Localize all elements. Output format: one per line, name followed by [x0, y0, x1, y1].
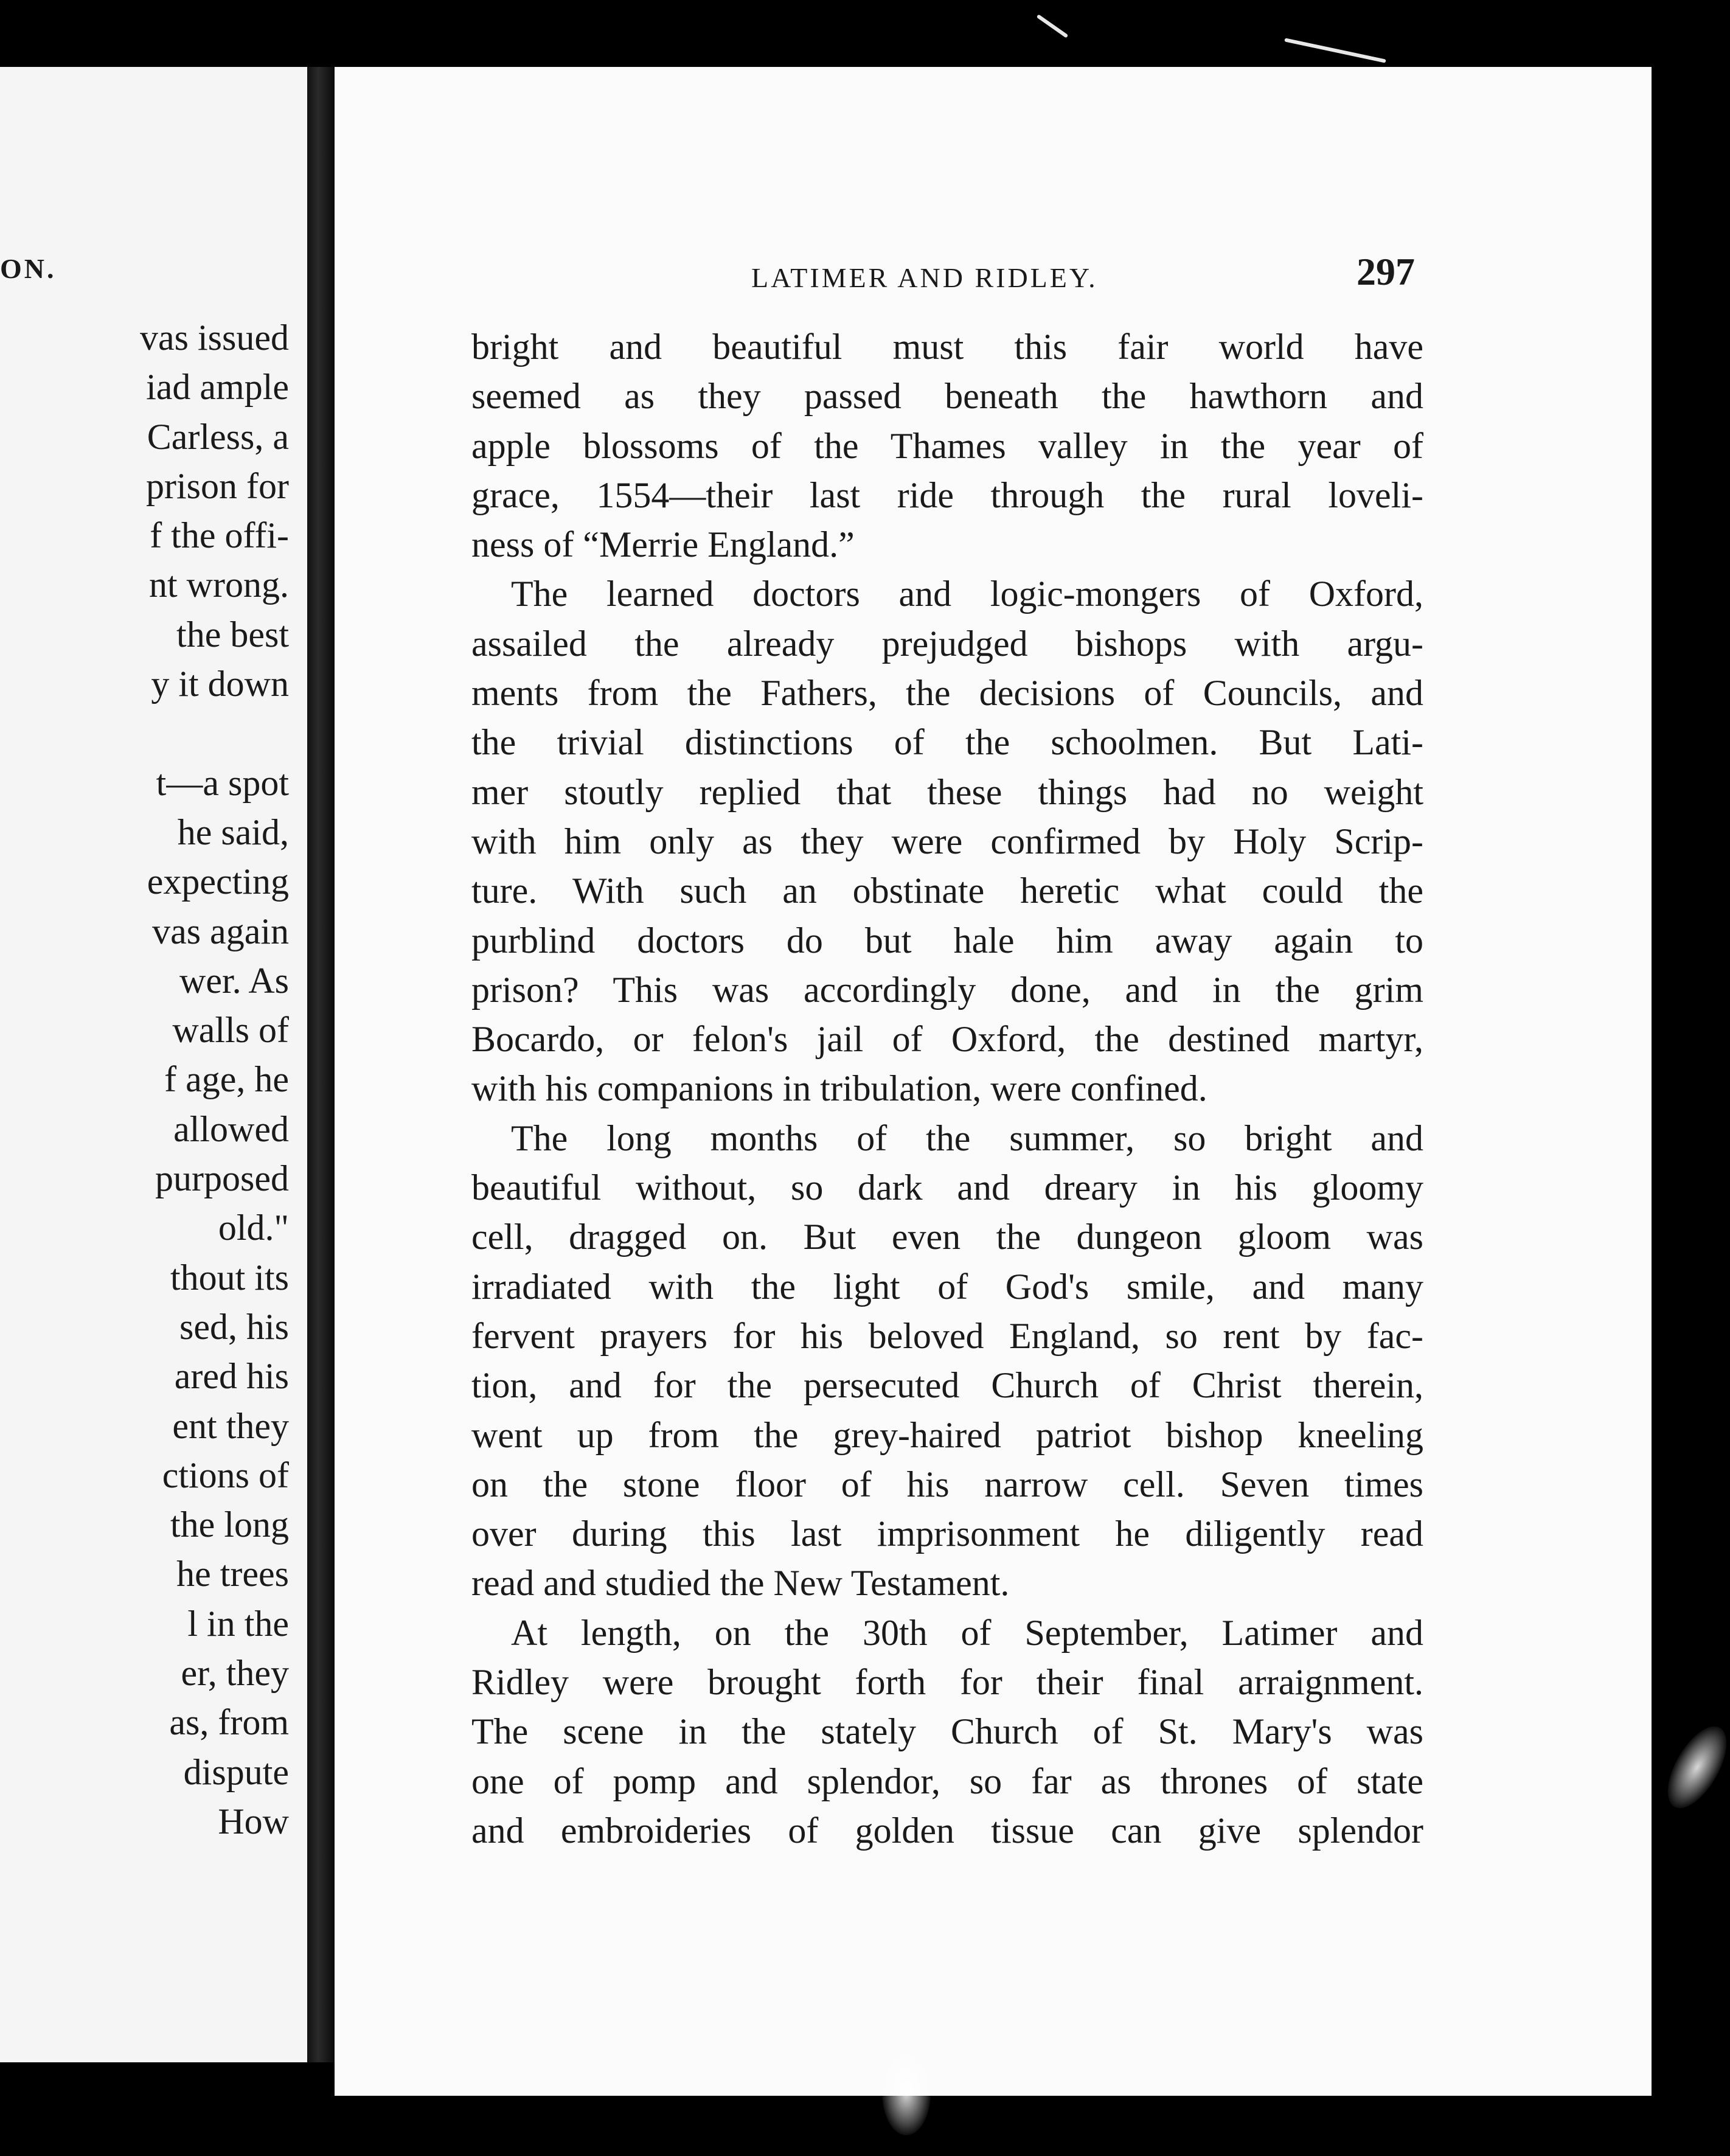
body-text: [471, 322, 1423, 1855]
text-line: prison? This was accordingly done, and in the grim: [471, 969, 1423, 1010]
text-line: apple blossoms of the Thames valley in the year of: [471, 425, 1423, 466]
text-line: beautiful without, so dark and dreary in his gloomy: [471, 1167, 1423, 1208]
text-line: l in the: [187, 1603, 289, 1644]
text-line: f the offi-: [150, 515, 289, 556]
text-line: sed, his: [179, 1306, 289, 1347]
text-line: assailed the already prejudged bishops with argu-: [471, 623, 1423, 664]
text-line: read and studied the New Testament.: [471, 1563, 1010, 1604]
page-number: 297: [1357, 250, 1415, 293]
text-line: with him only as they were confirmed by Holy Scrip-: [471, 821, 1423, 861]
text-line: [140, 709, 289, 758]
text-line: How: [218, 1801, 289, 1841]
text-line: t—a spot: [156, 762, 289, 803]
scan-scratch: [1037, 14, 1069, 38]
text-line: the best: [176, 614, 289, 655]
text-line: walls of: [172, 1010, 289, 1051]
text-line: dispute: [183, 1751, 289, 1792]
text-line: vas again: [152, 911, 289, 951]
text-line: went up from the grey-haired patriot bishop kneeling: [471, 1414, 1423, 1455]
text-line: mer stoutly replied that these things had no weight: [471, 771, 1423, 812]
text-line: vas issued: [140, 318, 289, 358]
text-line: y it down: [151, 664, 289, 704]
text-line: The scene in the stately Church of St. Mary's was: [471, 1711, 1423, 1752]
book-gutter: [307, 67, 335, 2062]
text-line: f age, he: [164, 1059, 289, 1100]
text-line: he trees: [176, 1554, 289, 1594]
text-line: ent they: [172, 1405, 289, 1446]
text-line: purblind doctors do but hale him away again to: [471, 920, 1423, 961]
left-page-text: [140, 313, 289, 1846]
text-line: ness of “Merrie England.”: [471, 524, 855, 565]
text-line: allowed: [173, 1108, 289, 1149]
left-page: [0, 67, 307, 2062]
text-line: Bocardo, or felon's jail of Oxford, the destined martyr,: [471, 1019, 1423, 1060]
text-line: on the stone floor of his narrow cell. Seven times: [471, 1464, 1423, 1504]
text-line: grace, 1554—their last ride through the rural loveli-: [471, 475, 1423, 515]
text-line: seemed as they passed beneath the hawthorn and: [471, 376, 1423, 417]
text-line: ments from the Fathers, the decisions of Councils, and: [471, 673, 1423, 714]
text-line: ctions of: [162, 1455, 289, 1495]
text-line: tion, and for the persecuted Church of Christ therein,: [471, 1365, 1423, 1406]
text-line: expecting: [147, 861, 289, 902]
text-line: the trivial distinctions of the schoolmen. But Lati-: [471, 722, 1423, 763]
running-head: LATIMER AND RIDLEY.: [751, 262, 1098, 293]
paragraph-first-line: The learned doctors and logic-mongers of Oxford,: [511, 574, 1423, 614]
text-line: irradiated with the light of God's smile, and many: [471, 1266, 1423, 1307]
text-line: over during this last imprisonment he diligently read: [471, 1514, 1423, 1554]
text-line: cell, dragged on. But even the dungeon gloom was: [471, 1217, 1423, 1257]
text-line: Carless, a: [147, 416, 289, 457]
text-line: ared his: [174, 1356, 289, 1397]
text-line: one of pomp and splendor, so far as thrones of state: [471, 1761, 1423, 1801]
text-line: thout its: [170, 1257, 289, 1298]
text-line: as, from: [169, 1702, 289, 1743]
text-line: old.": [218, 1208, 289, 1248]
text-line: nt wrong.: [149, 565, 289, 605]
text-line: er, they: [181, 1653, 289, 1694]
paragraph-first-line: At length, on the 30th of September, Latimer and: [511, 1612, 1423, 1653]
text-line: wer. As: [179, 960, 289, 1001]
text-line: with his companions in tribulation, were confined.: [471, 1068, 1207, 1109]
scan-scratch: [1284, 38, 1386, 63]
paragraph-first-line: The long months of the summer, so bright and: [511, 1118, 1423, 1158]
text-line: the long: [170, 1504, 289, 1545]
text-line: prison for: [146, 465, 289, 506]
text-line: bright and beautiful must this fair world have: [471, 327, 1423, 367]
text-line: fervent prayers for his beloved England, so rent by fac-: [471, 1315, 1423, 1356]
text-line: he said,: [177, 812, 289, 852]
text-line: ture. With such an obstinate heretic what could the: [471, 871, 1423, 911]
scan-smudge: [1656, 1717, 1730, 1818]
scan-smudge: [882, 2050, 931, 2135]
text-line: Ridley were brought forth for their final arraignment.: [471, 1662, 1423, 1703]
left-running-head-fragment: ON.: [0, 253, 57, 284]
right-page: [335, 67, 1652, 2096]
text-line: iad ample: [146, 367, 289, 408]
text-line: and embroideries of golden tissue can give splendor: [471, 1810, 1423, 1851]
text-line: purposed: [155, 1158, 289, 1199]
